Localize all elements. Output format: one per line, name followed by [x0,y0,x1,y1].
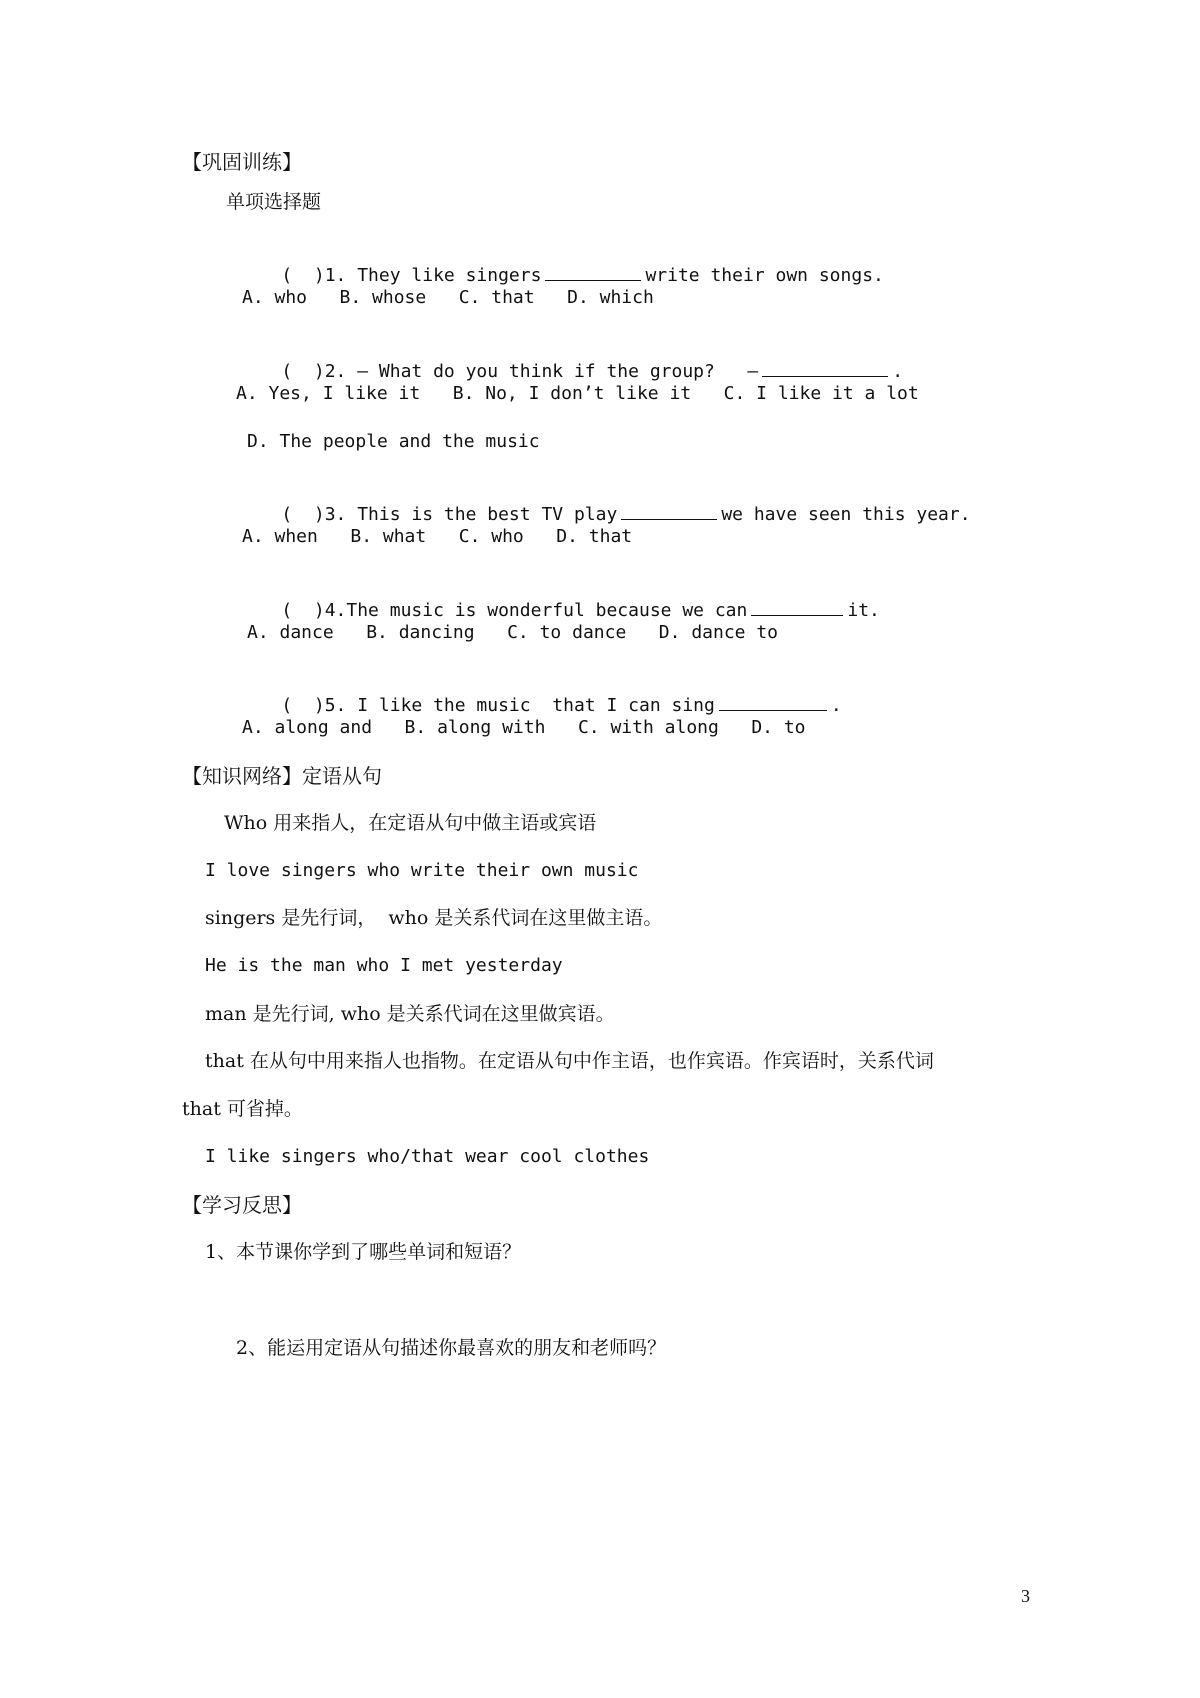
question-4-blank [751,597,843,616]
question-1-options: A. who B. whose C. that D. which [242,287,654,308]
question-2-stem-after: . [892,361,904,382]
question-3-options: A. when B. what C. who D. that [242,526,633,547]
question-5-blank [719,692,827,711]
knowledge-line-7: that 可省掉。 [182,1098,303,1120]
knowledge-line-5: man 是先行词, who 是关系代词在这里做宾语。 [205,1003,615,1025]
question-1-stem-after: write their own songs. [645,265,884,286]
question-2-blank [762,358,888,377]
consolidation-subheading: 单项选择题 [226,191,322,213]
question-4-stem-after: it. [847,600,880,621]
reflection-heading: 【学习反思】 [182,1193,302,1217]
question-5-stem-after: . [830,695,842,716]
knowledge-heading: 【知识网络】定语从句 [182,764,382,788]
question-1-stem-before: ( )1. They like singers [281,265,542,286]
knowledge-line-4: He is the man who I met yesterday [205,955,563,976]
question-5-options: A. along and B. along with C. with along D. to [242,717,806,738]
question-1-blank [545,262,641,281]
question-2-stem-before: ( )2. — What do you think if the group? — [281,361,759,382]
question-3-stem-before: ( )3. This is the best TV play [281,504,618,525]
question-2-options: A. Yes, I like it B. No, I don’t like it C. I like it a lot [236,383,919,404]
knowledge-line-2: I love singers who write their own music [205,860,639,881]
question-3-stem-after: we have seen this year. [721,504,971,525]
knowledge-line-3: singers 是先行词， who 是关系代词在这里做主语。 [205,907,663,929]
knowledge-line-6: that 在从句中用来指人也指物。在定语从句中作主语，也作宾语。作宾语时，关系代词 [205,1050,934,1072]
question-3-blank [621,501,717,520]
consolidation-heading: 【巩固训练】 [182,150,302,174]
question-4-stem-before: ( )4.The music is wonderful because we can [281,600,748,621]
question-5-stem-before: ( )5. I like the music that I can sing [281,695,715,716]
page-number: 3 [1021,1586,1030,1606]
knowledge-line-8: I like singers who/that wear cool clothes [205,1146,650,1167]
question-2-options-extra: D. The people and the music [247,431,540,452]
knowledge-line-1: Who 用来指人，在定语从句中做主语或宾语 [224,812,597,834]
reflection-item-1: 1、本节课你学到了哪些单词和短语？ [205,1241,522,1263]
reflection-item-2: 2、能运用定语从句描述你最喜欢的朋友和老师吗？ [236,1337,667,1359]
question-4-options: A. dance B. dancing C. to dance D. dance to [247,622,779,643]
